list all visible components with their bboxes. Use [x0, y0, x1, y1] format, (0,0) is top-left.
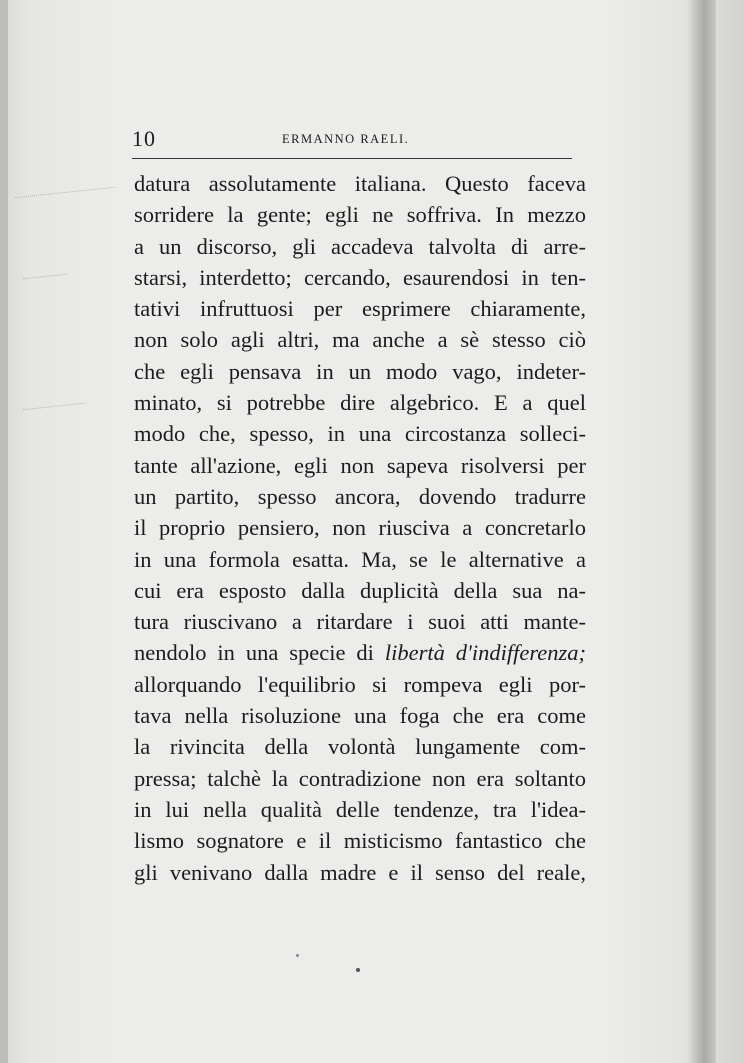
margin-pencil-mark [21, 260, 66, 280]
text-line: un partito, spesso ancora, dovendo tradurre [134, 483, 586, 509]
text-line: allorquando l'equilibrio si rompeva egli por- [134, 671, 586, 697]
text-line: che egli pensava in un modo vago, indeter- [134, 358, 586, 384]
italic-phrase: libertà d'indifferenza; [384, 640, 586, 666]
page-gutter-shadow [686, 0, 716, 1063]
page-number: 10 [132, 126, 156, 151]
text-line: in una formola esatta. Ma, se le alternative a [134, 546, 586, 572]
text-line: pressa; talchè la contradizione non era soltanto [134, 765, 586, 791]
text-line: datura assolutamente italiana. Questo faceva [134, 171, 586, 196]
text-line: lismo sognatore e il misticismo fantastico che [134, 828, 586, 854]
text-line: tava nella risoluzione una foga che era come [134, 703, 586, 729]
text-line: tura riuscivano a ritardare i suoi atti mante- [134, 609, 586, 635]
text-run: nendolo in una specie di [134, 640, 385, 666]
text-line: starsi, interdetto; cercando, esaurendosi in ten- [134, 264, 586, 290]
header-rule [132, 158, 572, 159]
text-line: non solo agli altri, ma anche a sè stesso ciò [134, 327, 586, 353]
text-line: in lui nella qualità delle tendenze, tra l'idea- [134, 796, 586, 822]
text-line-with-italic [134, 637, 586, 668]
text-line: tante all'azione, egli non sapeva risolversi per [134, 452, 586, 478]
text-line: la rivincita della volontà lungamente com- [134, 734, 586, 760]
text-line: minato, si potrebbe dire algebrico. E a quel [134, 390, 586, 416]
text-line: modo che, spesso, in una circostanza solleci- [134, 421, 586, 447]
ink-speck [356, 968, 360, 972]
page-left-edge [0, 0, 8, 1063]
running-head: ERMANNO RAELI. [282, 132, 410, 146]
text-line: a un discorso, gli accadeva talvolta di arre- [134, 233, 586, 259]
text-line: il proprio pensiero, non riusciva a concretarlo [134, 515, 586, 541]
text-line: tativi infruttuosi per esprimere chiaramente, [134, 296, 586, 322]
text-line: sorridere la gente; egli ne soffriva. In mezzo [134, 202, 586, 228]
margin-pencil-mark [13, 171, 114, 198]
body-text [134, 168, 586, 888]
margin-pencil-mark [21, 389, 84, 410]
ink-speck [296, 954, 299, 957]
text-line: gli venivano dalla madre e il senso del reale, [134, 859, 586, 885]
page-header [132, 126, 572, 156]
text-line: cui era esposto dalla duplicità della sua na- [134, 577, 586, 603]
